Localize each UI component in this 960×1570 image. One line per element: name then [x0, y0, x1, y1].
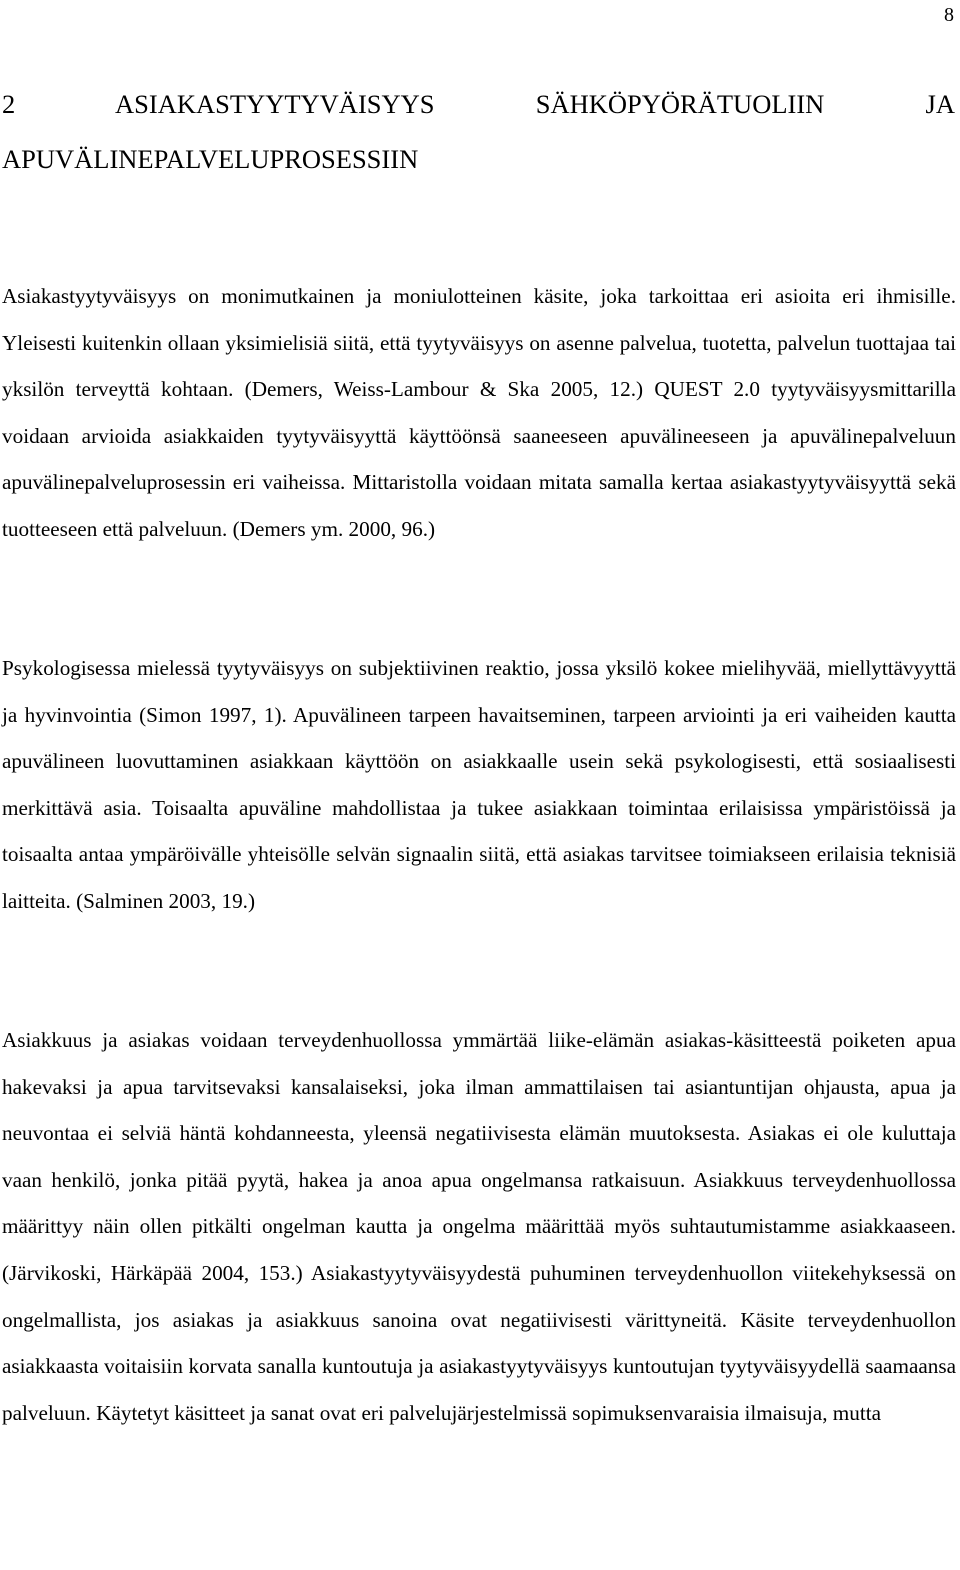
- chapter-heading: 2 ASIAKASTYYTYVÄISYYS SÄHKÖPYÖRÄTUOLIIN JA APUVÄLINEPALVELUPROSESSIIN: [2, 89, 955, 174]
- paragraph-psychological-satisfaction: Psykologisessa mielessä tyytyväisyys on subjektiivinen reaktio, jossa yksilö kokee mielihyvää, miellyttävyyttä ja hyvinvointia (Simon 1997, 1). Apuvälineen tarpeen havaitseminen, tarpeen arviointi ja eri vaiheiden kautta apuvälineen luovuttaminen asiakkaan käyttöön on asiakkaalle usein sekä psykologisesti, että sosiaalisesti merkittävä asia. Toisaalta apuväline mahdollistaa ja tukee asiakkaan toimintaa erilaisissa ympäristöissä ja toisaalta antaa ympäröivälle yhteisölle selvän signaalin siitä, että asiakas tarvitsee toimiakseen erilaisia teknisiä laitteita. (Salminen 2003, 19.): [2, 656, 956, 913]
- paragraph-customership: Asiakkuus ja asiakas voidaan terveydenhuollossa ymmärtää liike-elämän asiakas-käsitteestä poiketen apua hakevaksi ja apua tarvitsevaksi kansalaiseksi, joka ilman ammattilaisen tai asiantuntijan ohjausta, apua ja neuvontaa ei selviä häntä kohdanneesta, yleensä negatiivisesta elämän muutoksesta. Asiakas ei ole kuluttaja vaan henkilö, jonka pitää pyytä, hakea ja anoa apua ongelmansa ratkaisuun. Asiakkuus terveydenhuollossa määrittyy näin ollen pitkälti ongelman kautta ja ongelma määrittää myös suhtautumistamme asiakkaaseen. (Järvikoski, Härkäpää 2004, 153.) Asiakastyytyväisyydestä puhuminen terveydenhuollon viitekehyksessä on ongelmallista, jos asiakas ja asiakkuus sanoina ovat negatiivisesti värittyneitä. Käsite terveydenhuollon asiakkaasta voitaisiin korvata sanalla kuntoutuja ja asiakastyytyväisyys kuntoutujan tyytyväisyydellä saamaansa palveluun. Käytetyt käsitteet ja sanat ovat eri palvelujärjestelmissä sopimuksenvaraisia ilmaisuja, mutta: [2, 1028, 956, 1425]
- paragraph-satisfaction-definition: Asiakastyytyväisyys on monimutkainen ja moniulotteinen käsite, joka tarkoittaa eri asioita eri ihmisille. Yleisesti kuitenkin ollaan yksimielisiä siitä, että tyytyväisyys on asenne palvelua, tuotetta, palvelun tuottajaa tai yksilön terveyttä kohtaan. (Demers, Weiss-Lambour & Ska 2005, 12.) QUEST 2.0 tyytyväisyysmittarilla voidaan arvioida asiakkaiden tyytyväisyyttä käyttöönsä saaneeseen apuvälineeseen ja apuvälinepalveluun apuvälinepalveluprosessin eri vaiheissa. Mittaristolla voidaan mitata samalla kertaa asiakastyytyväisyyttä sekä tuotteeseen että palveluun. (Demers ym. 2000, 96.): [2, 284, 956, 541]
- page-number: 8: [944, 4, 954, 26]
